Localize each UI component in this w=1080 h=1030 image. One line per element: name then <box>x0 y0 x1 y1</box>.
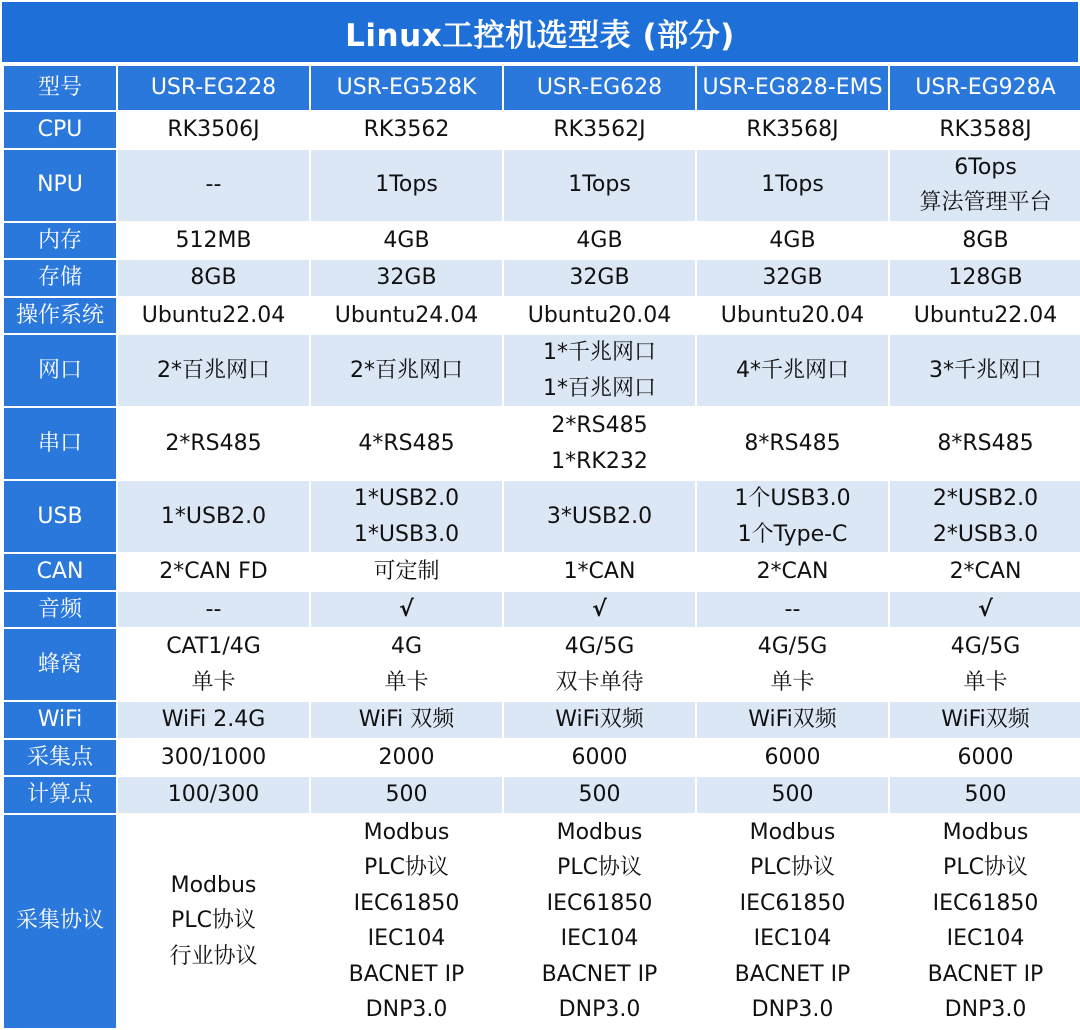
cell-line: 行业协议 <box>169 943 258 969</box>
cell-line: 300/1000 <box>160 744 267 770</box>
table-cell <box>504 592 695 628</box>
table-cell <box>118 112 309 148</box>
table-cell <box>504 815 695 1028</box>
cell-line: 1Tops <box>568 172 631 198</box>
cell-line: 2*USB3.0 <box>932 521 1039 547</box>
table-cell <box>890 740 1080 776</box>
cell-line: WiFi 双频 <box>358 707 455 732</box>
table-cell <box>697 592 888 628</box>
table-cell <box>118 260 309 296</box>
cell-line: 1Tops <box>375 172 438 198</box>
table-cell <box>697 815 888 1028</box>
cell-line: 8GB <box>190 265 237 290</box>
cell-line: 6000 <box>764 744 821 770</box>
table-cell <box>504 554 695 590</box>
cell-line: 1*RK232 <box>551 448 648 474</box>
cell-line: 双卡单待 <box>555 669 644 695</box>
cell-line: IEC61850 <box>932 890 1039 916</box>
row-label: 操作系统 <box>4 298 116 334</box>
table-cell <box>890 554 1080 590</box>
cell-line: Modbus <box>749 819 836 845</box>
row-label: CPU <box>4 112 116 148</box>
table-row <box>4 592 1080 628</box>
cell-line: PLC协议 <box>943 855 1028 880</box>
table-cell <box>697 702 888 738</box>
row-label: 采集协议 <box>4 815 116 1028</box>
table-cell <box>504 408 695 479</box>
cell-line: 8*RS485 <box>937 430 1034 456</box>
table-cell <box>311 481 502 552</box>
cell-line: WiFi双频 <box>748 707 837 732</box>
table-row <box>4 815 1080 1028</box>
checkmark-icon: √ <box>592 596 607 622</box>
selection-table <box>2 64 1080 1030</box>
table-cell <box>311 335 502 406</box>
cell-line: BACNET IP <box>927 961 1044 987</box>
cell-line: 500 <box>771 782 814 807</box>
cell-line: IEC104 <box>753 926 832 951</box>
cell-line: 4GB <box>769 227 816 253</box>
row-label: 串口 <box>4 408 116 479</box>
cell-line: WiFi双频 <box>941 707 1030 732</box>
table-cell <box>890 408 1080 479</box>
table-cell <box>697 629 888 700</box>
table-cell <box>311 592 502 628</box>
cell-line: 单卡 <box>191 669 236 695</box>
cell-line: 1*百兆网口 <box>543 375 656 401</box>
table-row <box>4 629 1080 700</box>
table-cell <box>504 777 695 813</box>
table-cell <box>890 815 1080 1028</box>
row-label: NPU <box>4 150 116 221</box>
cell-line: BACNET IP <box>541 961 658 987</box>
row-label: WiFi <box>4 702 116 738</box>
cell-line: RK3562J <box>553 117 646 142</box>
cell-line: DNP3.0 <box>751 997 834 1022</box>
table-cell <box>697 481 888 552</box>
cell-line: RK3568J <box>746 117 839 142</box>
cell-line: 2*RS485 <box>551 413 648 438</box>
row-label: 内存 <box>4 223 116 259</box>
cell-line: PLC协议 <box>557 855 642 880</box>
cell-line: 2*百兆网口 <box>157 357 270 383</box>
cell-line: IEC104 <box>560 926 639 951</box>
table-cell <box>118 592 309 628</box>
table-cell <box>118 150 309 221</box>
model-header: USR-EG828-EMS <box>697 66 888 110</box>
cell-line: 6000 <box>957 744 1014 770</box>
cell-line: 500 <box>578 782 621 807</box>
table-cell <box>118 740 309 776</box>
cell-line: IEC104 <box>946 926 1025 951</box>
cell-line: 128GB <box>948 265 1023 290</box>
cell-line: 可定制 <box>373 559 440 584</box>
table-cell <box>504 260 695 296</box>
table-cell <box>311 112 502 148</box>
row-label: USB <box>4 481 116 552</box>
cell-line: 2*CAN FD <box>159 559 268 584</box>
cell-line: Modbus <box>942 819 1029 845</box>
table-cell <box>890 298 1080 334</box>
table-cell <box>697 223 888 259</box>
table-cell <box>311 815 502 1028</box>
table-cell <box>311 740 502 776</box>
table-cell <box>504 740 695 776</box>
table-cell <box>890 629 1080 700</box>
cell-line: 6000 <box>571 744 628 770</box>
table-row <box>4 223 1080 259</box>
cell-line: Ubuntu22.04 <box>141 302 286 328</box>
table-row <box>4 702 1080 738</box>
cell-line: 1个Type-C <box>737 521 848 547</box>
cell-line: 512MB <box>175 227 252 253</box>
cell-line: PLC协议 <box>750 855 835 880</box>
cell-line: WiFi 2.4G <box>161 707 266 732</box>
cell-line: 32GB <box>376 265 437 290</box>
cell-line: 单卡 <box>963 669 1008 695</box>
model-header: USR-EG528K <box>311 66 502 110</box>
table-cell <box>118 481 309 552</box>
row-label: 采集点 <box>4 740 116 776</box>
table-row <box>4 112 1080 148</box>
cell-line: CAT1/4G <box>166 634 261 659</box>
table-cell <box>118 554 309 590</box>
table-cell <box>697 260 888 296</box>
cell-line: DNP3.0 <box>365 997 448 1022</box>
table-cell <box>504 629 695 700</box>
table-cell <box>118 335 309 406</box>
cell-line: 32GB <box>762 265 823 290</box>
cell-line: 8GB <box>962 227 1009 253</box>
table-row <box>4 335 1080 406</box>
cell-line: 2000 <box>378 744 435 770</box>
row-label: 蜂窝 <box>4 629 116 700</box>
row-label: 存储 <box>4 260 116 296</box>
cell-line: 2*CAN <box>949 559 1022 584</box>
cell-line: 1*千兆网口 <box>543 340 656 365</box>
table-cell <box>890 223 1080 259</box>
cell-line: 2*USB2.0 <box>932 486 1039 511</box>
table-cell <box>697 554 888 590</box>
table-title: Linux工控机选型表 (部分) <box>2 2 1078 62</box>
table-cell <box>118 815 309 1028</box>
table-cell <box>504 298 695 334</box>
row-label: 计算点 <box>4 777 116 813</box>
table-cell <box>890 335 1080 406</box>
cell-line: IEC61850 <box>546 890 653 916</box>
cell-line: Ubuntu22.04 <box>913 302 1058 328</box>
cell-line: 2*CAN <box>756 559 829 584</box>
checkmark-icon: √ <box>978 596 993 622</box>
table-cell <box>697 408 888 479</box>
table-cell <box>311 260 502 296</box>
cell-line: DNP3.0 <box>944 997 1027 1022</box>
cell-line: WiFi双频 <box>555 707 644 732</box>
table-row <box>4 740 1080 776</box>
table-row <box>4 150 1080 221</box>
row-label: 网口 <box>4 335 116 406</box>
cell-line: 4GB <box>576 227 623 253</box>
table-cell <box>504 223 695 259</box>
table-cell <box>697 335 888 406</box>
model-header: USR-EG228 <box>118 66 309 110</box>
table-cell <box>311 298 502 334</box>
cell-line: DNP3.0 <box>558 997 641 1022</box>
table-cell <box>311 150 502 221</box>
cell-line: 4GB <box>383 227 430 253</box>
cell-line: Modbus <box>556 819 643 845</box>
table-cell <box>697 150 888 221</box>
cell-line: 4G/5G <box>757 634 828 659</box>
cell-line: 3*千兆网口 <box>929 357 1042 383</box>
table-cell <box>504 112 695 148</box>
cell-line: 1*USB3.0 <box>353 521 460 547</box>
cell-line: PLC协议 <box>171 908 256 934</box>
table-cell <box>311 408 502 479</box>
table-cell <box>890 702 1080 738</box>
table-cell <box>890 777 1080 813</box>
cell-line: 8*RS485 <box>744 430 841 456</box>
table-row <box>4 777 1080 813</box>
table-row <box>4 260 1080 296</box>
cell-line: 1Tops <box>761 172 824 198</box>
table-cell <box>697 298 888 334</box>
cell-line: 3*USB2.0 <box>546 503 653 529</box>
cell-line: Modbus <box>363 819 450 845</box>
cell-line: Ubuntu20.04 <box>720 302 865 328</box>
table-cell <box>118 408 309 479</box>
model-header: USR-EG928A <box>890 66 1080 110</box>
table-cell <box>118 298 309 334</box>
cell-line: Ubuntu24.04 <box>334 302 479 328</box>
cell-line: 6Tops <box>954 154 1017 180</box>
cell-line: 单卡 <box>770 669 815 695</box>
table-cell <box>890 150 1080 221</box>
cell-line: -- <box>205 172 222 198</box>
table-cell <box>890 481 1080 552</box>
table-row <box>4 554 1080 590</box>
cell-line: 4G/5G <box>564 634 635 659</box>
table-cell <box>118 777 309 813</box>
header-row <box>4 66 1080 110</box>
table-cell <box>890 592 1080 628</box>
cell-line: Ubuntu20.04 <box>527 302 672 328</box>
cell-line: -- <box>205 596 222 622</box>
table-cell <box>118 702 309 738</box>
row-label-header: 型号 <box>4 66 116 110</box>
table-cell <box>504 150 695 221</box>
table-body <box>4 112 1080 1028</box>
cell-line: PLC协议 <box>364 855 449 880</box>
cell-line: RK3588J <box>939 117 1032 142</box>
cell-line: 1个USB3.0 <box>734 486 851 511</box>
cell-line: 500 <box>385 782 428 807</box>
table-row <box>4 481 1080 552</box>
table-cell <box>311 777 502 813</box>
table-row <box>4 298 1080 334</box>
table-cell <box>890 112 1080 148</box>
cell-line: RK3562 <box>363 117 450 142</box>
cell-line: 单卡 <box>384 669 429 695</box>
cell-line: IEC104 <box>367 926 446 951</box>
table-cell <box>890 260 1080 296</box>
checkmark-icon: √ <box>399 596 414 622</box>
cell-line: 4G/5G <box>950 634 1021 659</box>
cell-line: 4*RS485 <box>358 430 455 456</box>
model-header: USR-EG628 <box>504 66 695 110</box>
cell-line: 算法管理平台 <box>919 190 1052 215</box>
table-row <box>4 408 1080 479</box>
cell-line: 1*CAN <box>563 559 636 584</box>
cell-line: IEC61850 <box>739 890 846 916</box>
cell-line: 100/300 <box>167 782 260 807</box>
table-cell <box>697 740 888 776</box>
cell-line: BACNET IP <box>348 961 465 987</box>
row-label: CAN <box>4 554 116 590</box>
table-cell <box>118 223 309 259</box>
table-cell <box>697 777 888 813</box>
cell-line: IEC61850 <box>353 890 460 916</box>
cell-line: 1*USB2.0 <box>160 503 267 529</box>
cell-line: 1*USB2.0 <box>353 486 460 511</box>
cell-line: BACNET IP <box>734 961 851 987</box>
table-cell <box>311 223 502 259</box>
cell-line: 2*RS485 <box>165 430 262 456</box>
row-label: 音频 <box>4 592 116 628</box>
cell-line: 4G <box>390 634 423 659</box>
cell-line: Modbus <box>170 872 257 898</box>
cell-line: -- <box>784 596 801 622</box>
cell-line: RK3506J <box>167 117 260 142</box>
table-cell <box>311 629 502 700</box>
cell-line: 500 <box>964 782 1007 807</box>
table-cell <box>504 335 695 406</box>
table-cell <box>697 112 888 148</box>
cell-line: 4*千兆网口 <box>736 357 849 383</box>
cell-line: 2*百兆网口 <box>350 357 463 383</box>
table-cell <box>311 554 502 590</box>
table-cell <box>504 702 695 738</box>
table-cell <box>504 481 695 552</box>
cell-line: 32GB <box>569 265 630 290</box>
table-cell <box>118 629 309 700</box>
table-cell <box>311 702 502 738</box>
